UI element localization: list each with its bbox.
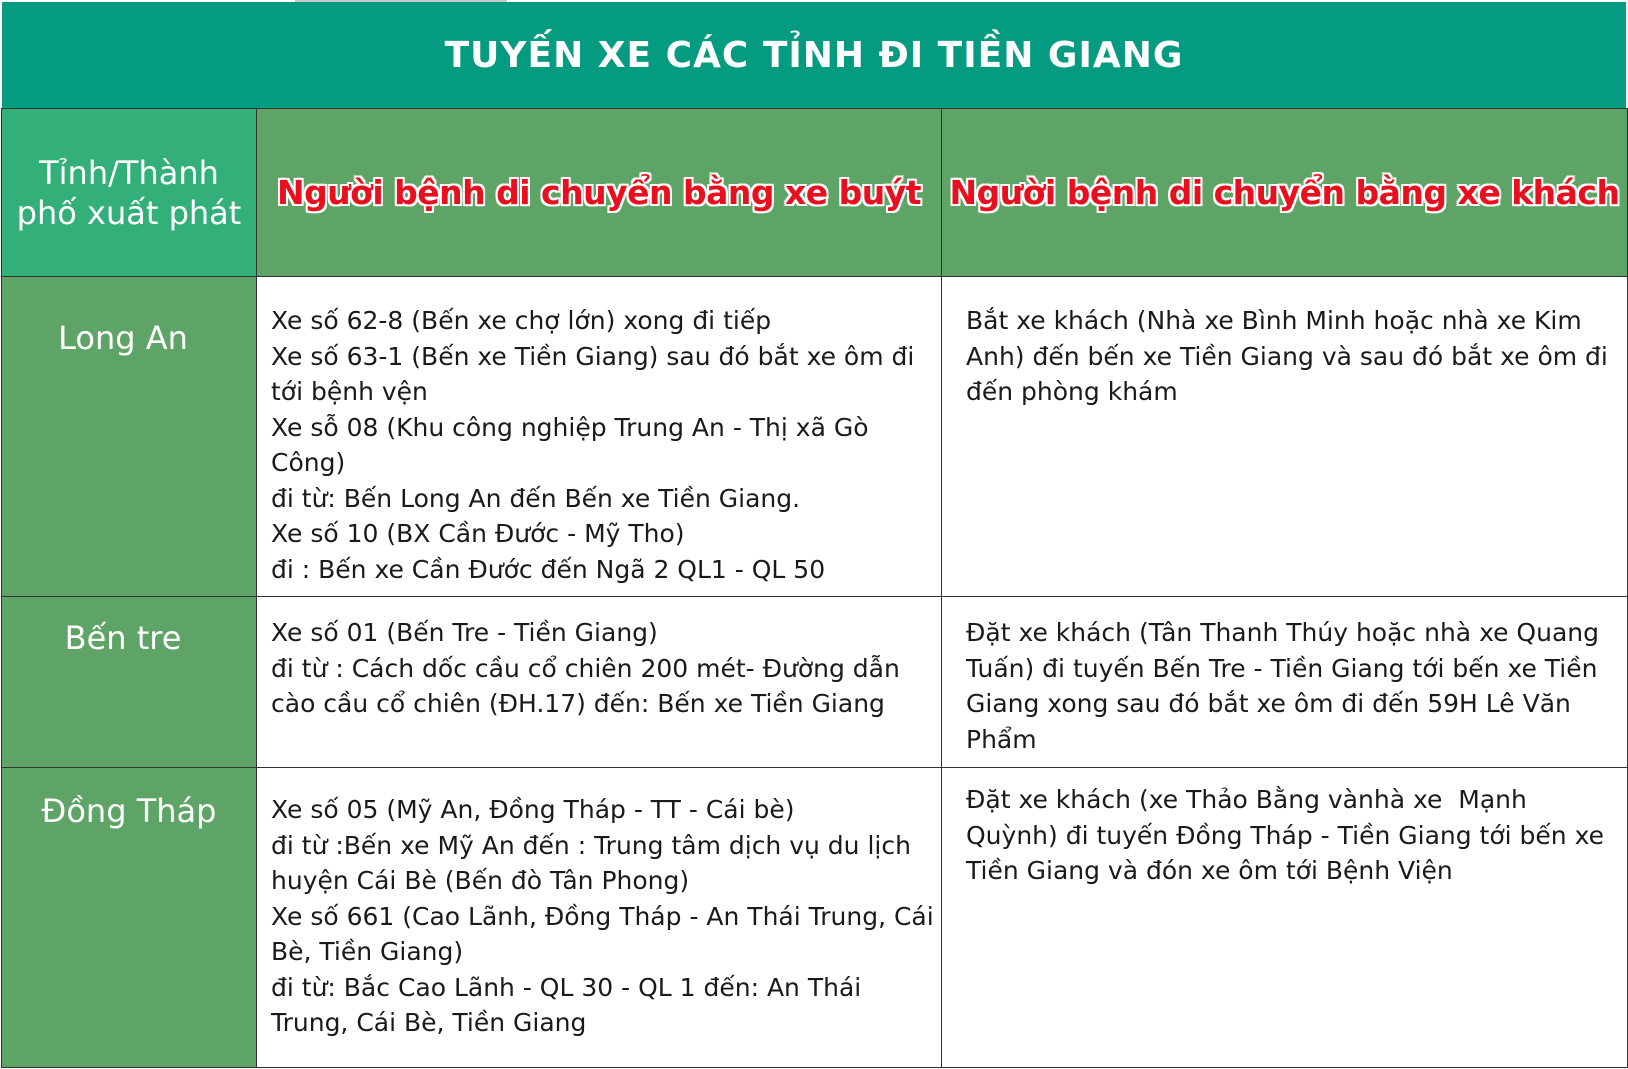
bus-line: Xe số 62-8 (Bến xe chợ lớn) xong đi tiếp [271,306,772,335]
province-name: Long An [58,319,188,357]
bus-line: Xe sỗ 08 (Khu công nghiệp Trung An - Thị xã Gò Công) [271,412,877,477]
province-name: Bến tre [64,619,182,657]
province-cell [2,768,257,1068]
province-name: Đồng Tháp [41,792,217,830]
header-bus-label: Người bệnh di chuyển bằng xe buýt [276,173,922,212]
coach-text: Bắt xe khách (Nhà xe Bình Minh hoặc nhà xe Kim Anh) đến bến xe Tiền Giang và sau đó bắt xe ôm đi đến phòng khám [966,306,1616,406]
header-coach [942,109,1628,277]
bus-line: đi từ : Cách dốc cầu cổ chiên 200 mét- Đường dẫn cào cầu cổ chiên (ĐH.17) đến: Bến xe Tiền Giang [271,653,908,718]
bus-line: Xe số 01 (Bến Tre - Tiền Giang) [271,618,658,647]
bus-line: đi từ: Bến Long An đến Bến xe Tiền Giang. [271,483,801,513]
coach-cell [942,768,1628,1068]
bus-line: Xe số 661 (Cao Lãnh, Đồng Tháp - An Thái Trung, Cái Bè, Tiền Giang) [271,901,942,966]
province-cell [2,277,257,597]
bus-line: đi từ: Bắc Cao Lãnh - QL 30 - QL 1 đến: An Thái Trung, Cái Bè, Tiền Giang [271,972,870,1037]
table-row [2,768,1628,1068]
bus-line: Xe số 10 (BX Cần Đước - Mỹ Tho) [271,519,685,548]
header-province [2,109,257,277]
bus-cell [257,768,942,1068]
bus-cell [257,597,942,768]
coach-cell [942,277,1628,597]
bus-line: Xe số 05 (Mỹ An, Đồng Tháp - TT - Cái bè) [271,795,795,824]
routes-table [1,108,1628,1068]
table-row [2,597,1628,768]
header-coach-label: Người bệnh di chuyển bằng xe khách [949,173,1620,212]
title-banner [2,2,1626,108]
page-title: TUYẾN XE CÁC TỈNH ĐI TIỀN GIANG [444,34,1184,76]
bus-line: đi : Bến xe Cần Đước đến Ngã 2 QL1 - QL 50 [271,554,826,584]
bus-line: đi từ :Bến xe Mỹ An đến : Trung tâm dịch vụ du lịch huyện Cái Bè (Bến đò Tân Phong) [271,830,919,895]
header-bus [257,109,942,277]
table-header-row [2,109,1628,277]
coach-text: Đặt xe khách (Tân Thanh Thúy hoặc nhà xe Quang Tuấn) đi tuyến Bến Tre - Tiền Giang tới bến xe Tiền Giang xong sau đó bắt xe ôm đi đến 59H Lê Văn Phẩm [966,618,1607,754]
province-cell [2,597,257,768]
table-row [2,277,1628,597]
coach-cell [942,597,1628,768]
bus-cell [257,277,942,597]
bus-line: Xe số 63-1 (Bến xe Tiền Giang) sau đó bắt xe ôm đi tới bệnh vện [271,341,923,406]
header-province-label: Tỉnh/Thành phố xuất phát [16,153,242,232]
coach-text: Đặt xe khách (xe Thảo Bằng vànhà xe Mạnh Quỳnh) đi tuyến Đồng Tháp - Tiền Giang tới bến xe Tiền Giang và đón xe ôm tới Bệnh Viện [966,785,1612,885]
